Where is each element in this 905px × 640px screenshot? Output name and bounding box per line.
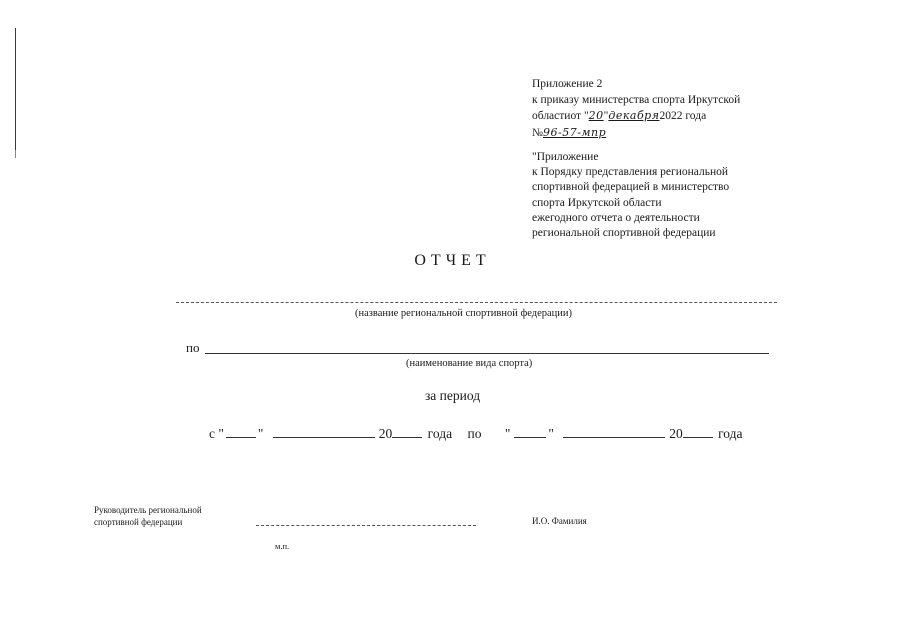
appendix-header — [532, 77, 740, 141]
date-from-year-prefix: 20 — [378, 426, 393, 441]
appendix-line-3 — [532, 108, 740, 125]
signature-name: И.О. Фамилия — [532, 516, 587, 526]
date-to-day-field[interactable] — [514, 425, 546, 438]
date-from-month-field[interactable] — [273, 425, 375, 438]
date-to-year-field[interactable] — [683, 425, 713, 438]
federation-name-caption: (название региональной спортивной федерации) — [355, 308, 573, 319]
annex-line: к Порядку представления региональной — [532, 166, 729, 179]
signature-role-line-1: Руководитель региональной — [94, 505, 202, 515]
annex-line: ежегодного отчета о деятельности — [532, 211, 700, 224]
appendix-date-day: 20 — [588, 109, 604, 122]
appendix-date-month: декабря — [608, 109, 660, 122]
date-to-quote-close: " — [548, 426, 554, 441]
date-to-year-word: года — [718, 426, 743, 441]
federation-name-line[interactable] — [176, 302, 777, 303]
appendix-date-mid: " — [603, 110, 609, 122]
date-from-year-field[interactable] — [392, 425, 422, 438]
appendix-number-prefix: № — [532, 126, 543, 139]
signature-role — [94, 504, 202, 528]
sport-name-line[interactable] — [205, 353, 769, 354]
date-to-month-field[interactable] — [563, 425, 665, 438]
scan-edge-mark — [15, 28, 16, 150]
appendix-line-1: Приложение 2 — [532, 78, 603, 90]
date-to-prefix: по — [467, 426, 482, 441]
signature-line[interactable] — [256, 525, 476, 526]
appendix-date-suffix: 2022 года — [659, 110, 707, 122]
stamp-place: м.п. — [275, 541, 290, 551]
sport-prefix: по — [186, 340, 200, 355]
period-label: за период — [424, 388, 481, 403]
signature-role-line-2: спортивной федерации — [94, 517, 183, 527]
annex-block — [532, 150, 729, 241]
date-from-prefix: с " — [209, 426, 224, 441]
appendix-line-4 — [532, 125, 740, 142]
annex-line: региональной спортивной федерации — [532, 227, 716, 240]
date-from-quote-close: " — [257, 426, 264, 441]
scan-edge-mark-lower — [15, 150, 16, 158]
period-dates-row — [209, 425, 743, 442]
report-title: ОТЧЕТ — [414, 252, 491, 269]
date-to-year-prefix: 20 — [669, 426, 683, 441]
date-from-year-word: года — [427, 426, 453, 441]
annex-line: спортивной федерацией в министерство — [532, 181, 730, 194]
appendix-number: 96-57-мпр — [542, 125, 607, 139]
date-from-day-field[interactable] — [226, 425, 256, 438]
appendix-date-prefix: областиот " — [532, 110, 589, 122]
date-to-quote-open: " — [504, 426, 511, 441]
sport-name-caption: (наименование вида спорта) — [406, 358, 533, 369]
annex-line: спорта Иркутской области — [532, 196, 662, 209]
appendix-line-2: к приказу министерства спорта Иркутской — [532, 93, 741, 106]
annex-line: "Приложение — [532, 151, 599, 163]
